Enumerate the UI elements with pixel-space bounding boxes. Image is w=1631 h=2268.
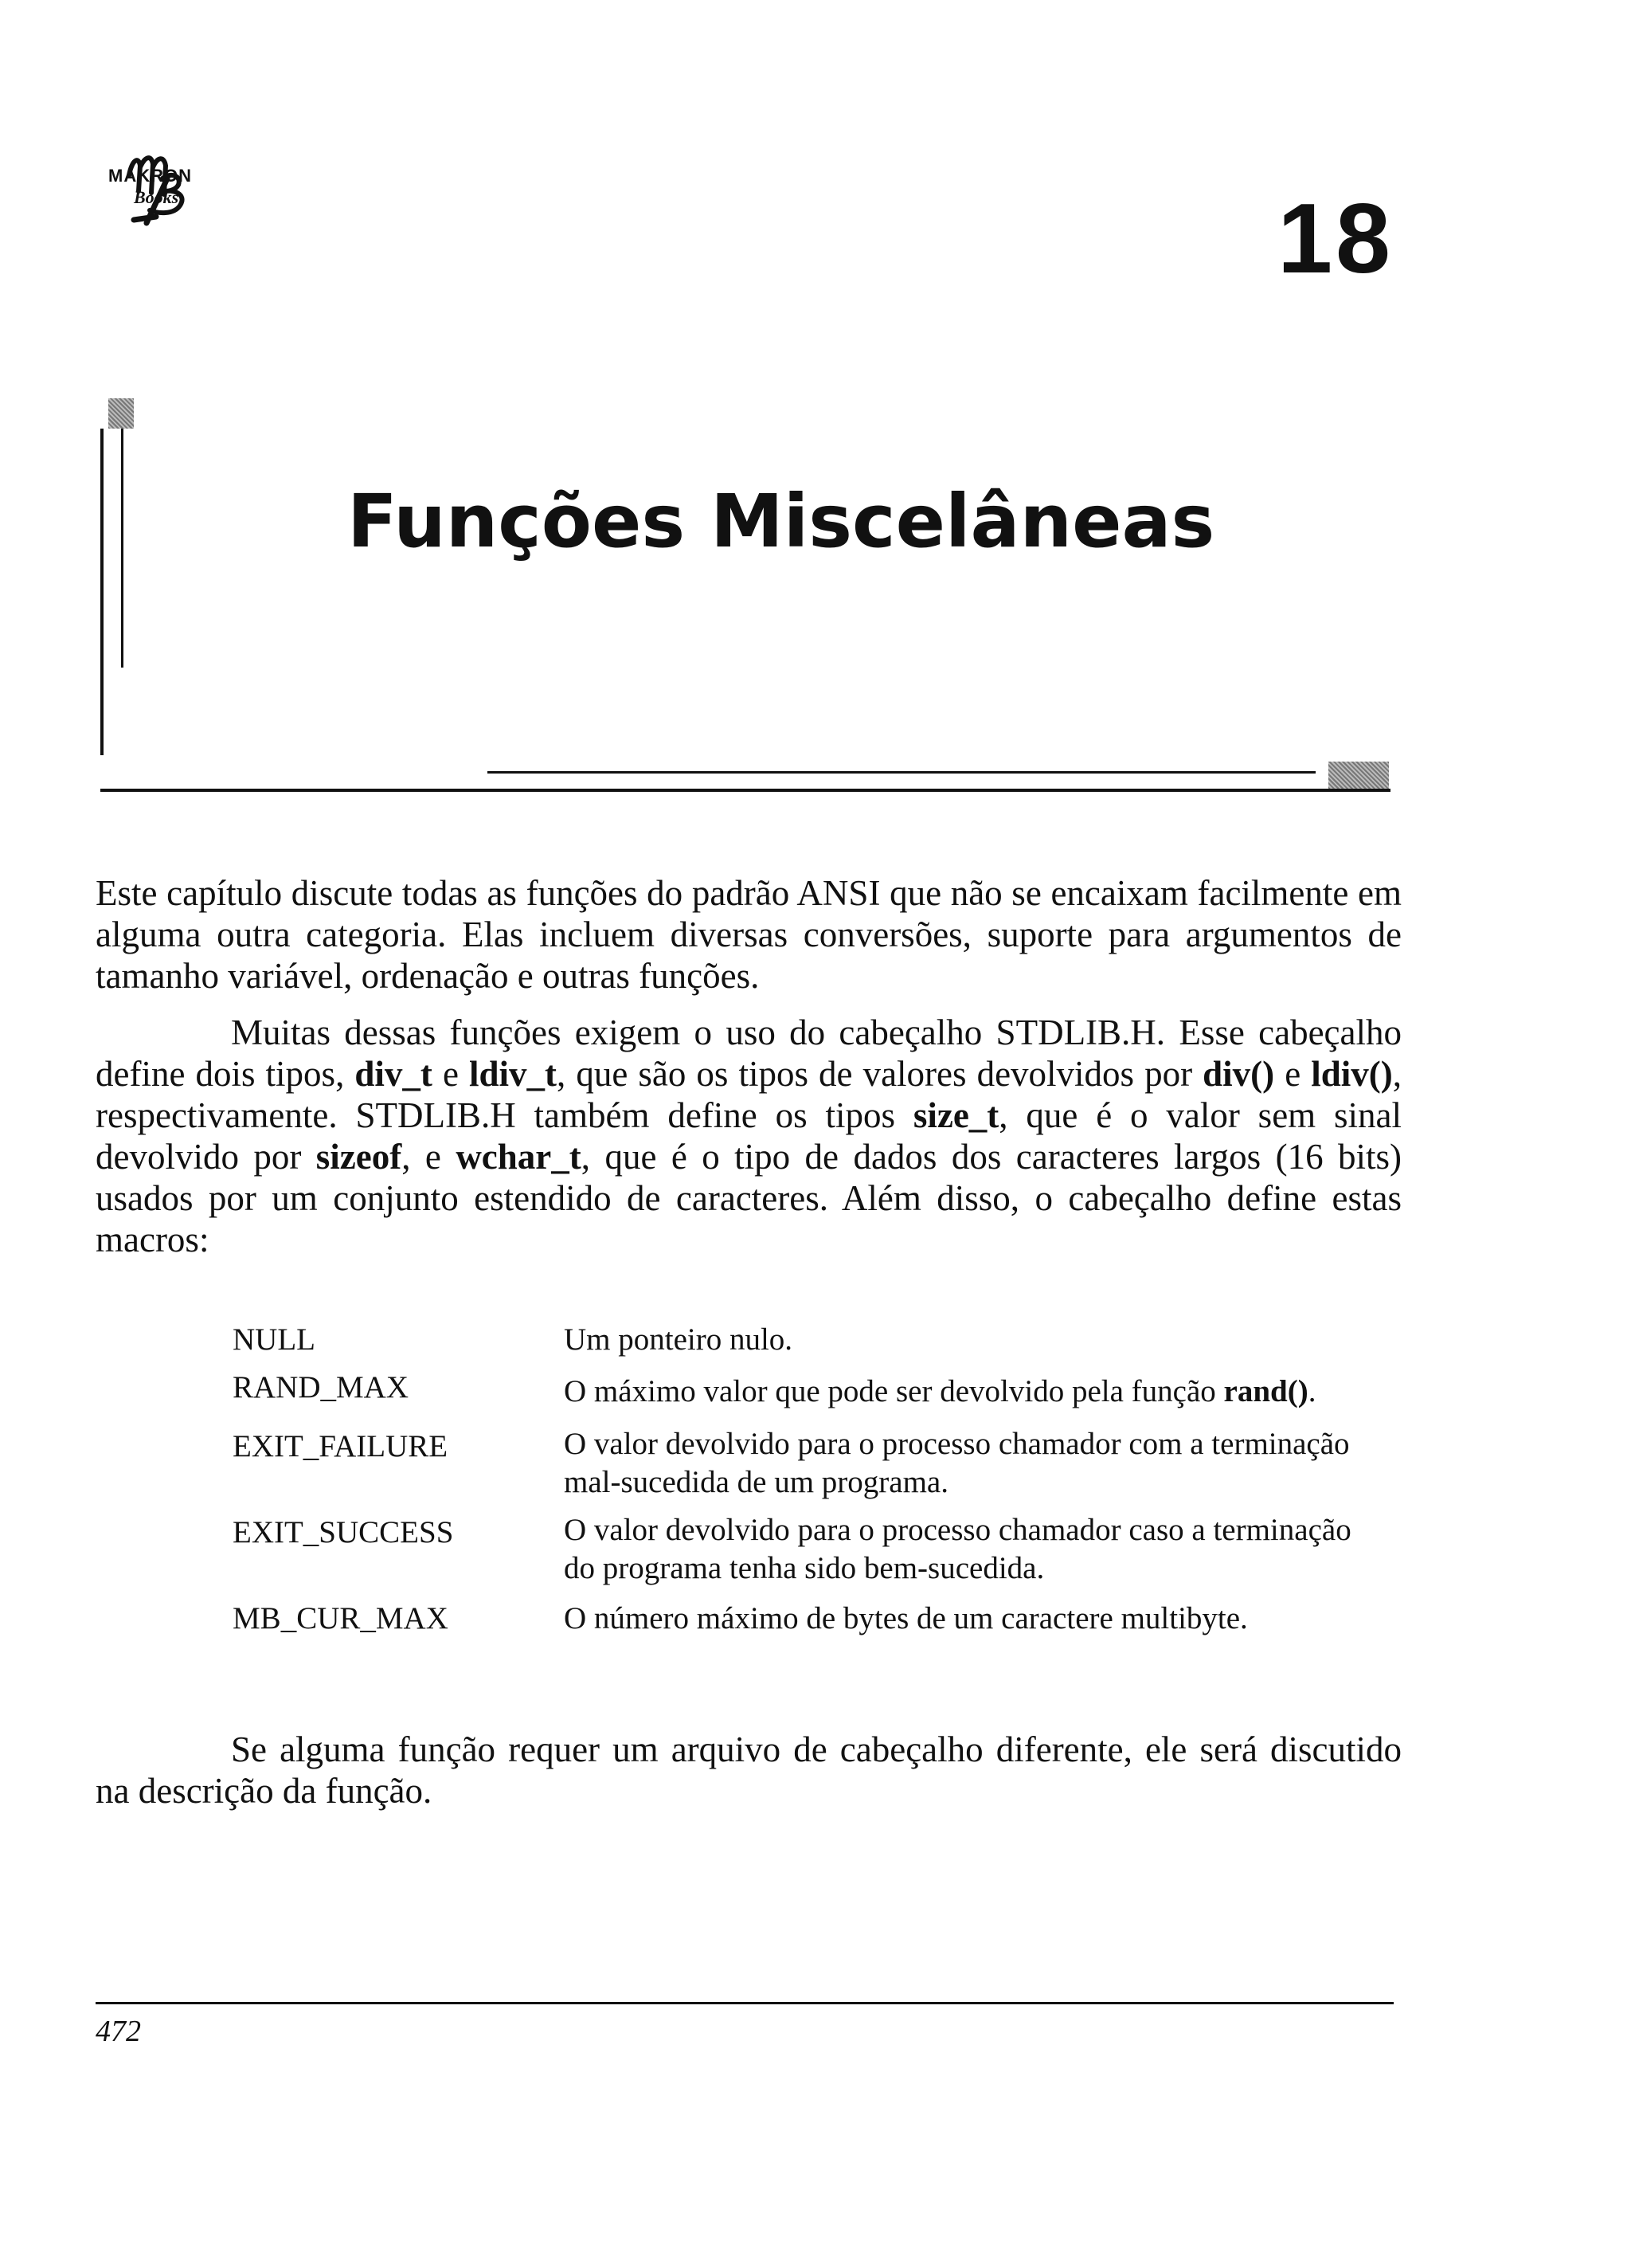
macro-name: EXIT_FAILURE — [233, 1429, 448, 1463]
bold-term: div() — [1203, 1054, 1275, 1094]
bold-term: ldiv() — [1311, 1054, 1393, 1094]
publisher-logo — [102, 143, 213, 382]
stdlib-paragraph: Muitas dessas funções exigem o uso do cabeçalho STDLIB.H. Esse cabeçalho define dois tipos, div_t e ldiv_t, que são os tipos de valores devolvidos por div() e ldiv(), respectivamente. STDLIB.H também define os tipos size_t, que é o valor sem sinal devolvido por sizeof, e wchar_t, que é o tipo de dados dos caracteres largos (16 bits) usados por um conjunto estendido de caracteres. Além disso, o cabeçalho define estas macros: — [96, 1013, 1402, 1259]
footer-rule — [96, 2002, 1394, 2004]
decorative-gray-block — [1328, 762, 1389, 789]
logo-brand-text: MAKRON — [108, 166, 192, 186]
decorative-vertical-rule — [100, 429, 104, 755]
closing-paragraph: Se alguma função requer um arquivo de cabeçalho diferente, ele será discutido na descrição da função. — [96, 1729, 1402, 1811]
macro-name: RAND_MAX — [233, 1370, 409, 1404]
macro-description: Um ponteiro nulo. — [564, 1322, 793, 1357]
macro-row — [233, 1511, 1379, 1588]
decorative-rule-long — [100, 789, 1390, 792]
macro-table — [233, 1318, 1379, 1645]
chapter-title: Funções Miscelâneas — [347, 479, 1215, 564]
bold-term: sizeof — [315, 1137, 402, 1177]
bold-term: size_t — [913, 1095, 999, 1135]
macro-description: O máximo valor que pode ser devolvido pela função rand(). — [564, 1374, 1316, 1408]
macro-name: EXIT_SUCCESS — [233, 1515, 454, 1549]
macro-row — [233, 1318, 1379, 1361]
decorative-vertical-rule-inner — [121, 429, 123, 668]
macro-description: O valor devolvido para o processo chamador caso a terminação do programa tenha sido bem-sucedida. — [564, 1513, 1351, 1585]
macro-name: MB_CUR_MAX — [233, 1601, 448, 1635]
bold-term: ldiv_t — [469, 1054, 557, 1094]
macro-row — [233, 1597, 1379, 1640]
macro-name: NULL — [233, 1322, 315, 1357]
bold-term: wchar_t — [456, 1137, 581, 1177]
decorative-gray-square — [108, 398, 134, 429]
macro-description: O valor devolvido para o processo chamador com a terminação mal-sucedida de um programa. — [564, 1427, 1350, 1499]
logo-sub-text: Books — [134, 187, 179, 207]
intro-paragraph: Este capítulo discute todas as funções do padrão ANSI que não se encaixam facilmente em alguma outra categoria. Elas incluem diversas conversões, suporte para argumentos de tamanho variável, ordenação e outras funções. — [96, 873, 1402, 996]
macro-row — [233, 1425, 1379, 1502]
decorative-rule-short — [487, 771, 1316, 774]
macro-row — [233, 1366, 1379, 1417]
bold-term: rand() — [1223, 1374, 1308, 1408]
bold-term: div_t — [354, 1054, 432, 1094]
macro-description: O número máximo de bytes de um caractere multibyte. — [564, 1601, 1248, 1635]
chapter-number: 18 — [1277, 184, 1394, 294]
page-number: 472 — [96, 2015, 141, 2048]
